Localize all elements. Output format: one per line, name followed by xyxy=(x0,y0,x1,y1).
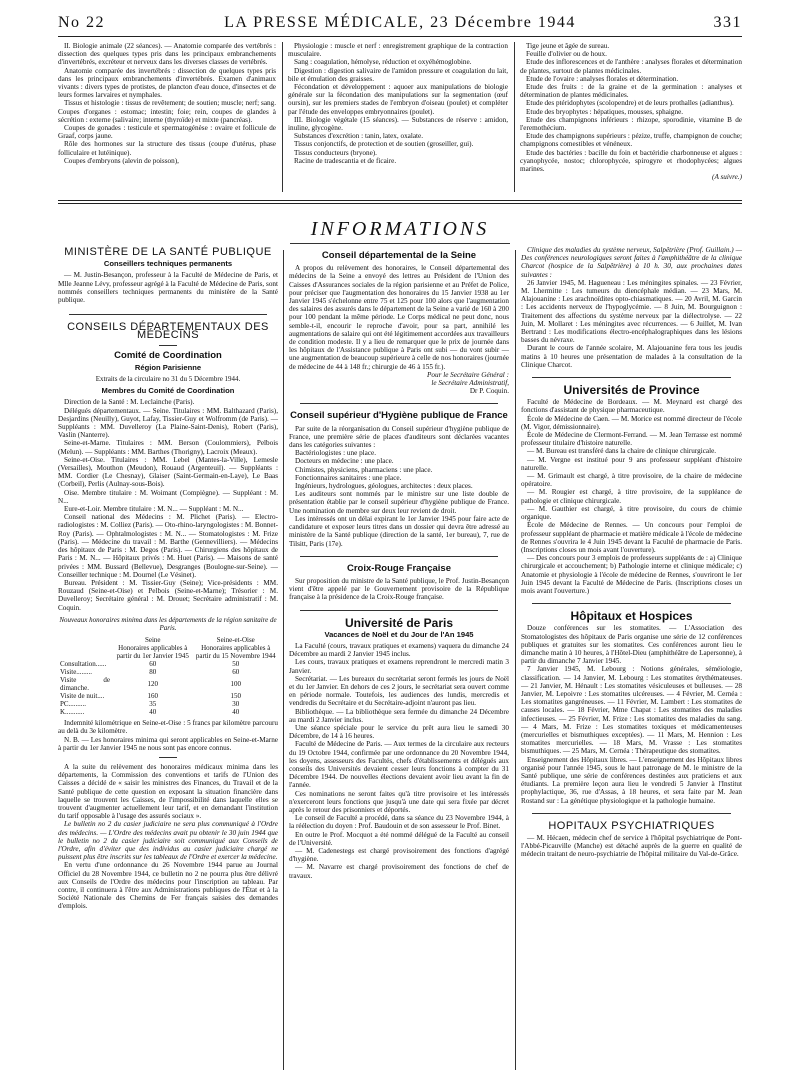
paragraph: — M. Hécaen, médecin chef de service à l'hôpital psychiatrique de Pont-l'Abbé-Picauville (Manche) est détaché auprès de la guerre en qualité de médecin traitant de neuro-psychiatrie de l'hôpital militaire du Val-de-Grâce. xyxy=(521,834,742,859)
paragraph: Racine de tradescantia et de ficaire. xyxy=(294,156,397,165)
paragraph: Chimistes, physiciens, pharmaciens : une place. xyxy=(295,465,433,474)
table-cell: Consultation...... xyxy=(60,660,107,669)
continuation-note: (A suivre.) xyxy=(712,173,742,182)
paragraph: En vertu d'une ordonnance du 26 Novembre 1944 parue au Journal Officiel du 28 Novembre 1944, ce bulletin no 2 ne pourra plus être délivré aux Conseils de l'Ordre des médecins pour l'inscription au tableau. Par contre, il continuera à l'être aux Administrations publiques de l'État et à la Société Nationale des Chemins de Fer français saisies des demandes d'emplois. xyxy=(58,861,278,911)
signature-line: Pour le Secrétaire Général : xyxy=(427,370,509,379)
paragraph: Tige jeune et âgée de sureau. xyxy=(526,42,610,50)
table-cell: 60 xyxy=(149,660,157,669)
paragraph: Le bulletin no 2 du casier judiciaire ne sera plus communiqué à l'Ordre des médecins. — L'Ordre des médecins avait pu obtenir le 30 juin 1944 que le bulletin no 2 du casier judiciaire soit communiqué aux Conseils de l'Ordre, afin d'éviter que des individus au casier judiciaire chargé ne puissent plus être inscrits sur les tableaux de l'Ordre et exercer la médecine. xyxy=(58,820,278,862)
paragraph: Délégués départementaux. — Seine. Titulaires : MM. Balthazard (Paris), Desjardins (Neuilly), Guyot, Lafay, Tissier-Guy et Wolfromm (de Paris). — Suppléants : MM. Duvelleroy (La Plaine-Saint-Denis), Robert (Paris), Vaslin (Nanterre). xyxy=(58,406,278,440)
section-title-csh: Conseil supérieur d'Hygiène publique de France xyxy=(290,410,508,422)
paragraph: Les cours, travaux pratiques et examens reprendront le mercredi matin 3 Janvier. xyxy=(289,658,509,675)
table-cell: 100 xyxy=(230,680,241,689)
section-rule xyxy=(58,200,742,201)
divider xyxy=(532,377,731,378)
left-column xyxy=(58,242,278,1072)
paragraph: Durant le cours de l'année scolaire, M. Alajouanine fera tous les jeudis matins à 10 heures une présentation de malades à la consultation de la Clinique Charcot. xyxy=(521,344,742,369)
issue-number: No 22 xyxy=(58,14,106,31)
paragraph: Les auditeurs sont nommés par le ministre sur une liste double de présentation établie par le conseil supérieur d'hygiène publique de France. Une nomination de membre sur deux leur revient de droit. xyxy=(289,490,509,515)
paragraph: Secrétariat. — Les bureaux du secrétariat seront fermés les jours de Noël et du 1er Janvier. En dehors de ces 2 jours, le secrétariat sera ouvert comme en période normale. Toutefois, les audiences des lundis, mercredis et vendredis du Secrétaire et du Secrétaire-adjoint n'auront pas lieu. xyxy=(289,674,509,708)
paragraph: Ces nominations ne seront faites qu'à titre provisoire et les intéressés n'exerceront leurs fonctions que jusqu'à une date qui sera fixée par décret après le retour des prisonniers et déportés. xyxy=(289,789,509,814)
paragraph: La Faculté (cours, travaux pratiques et examens) vaquera du dimanche 24 Décembre au mardi 2 Janvier 1945 inclus. xyxy=(289,641,509,659)
table-cell: 150 xyxy=(230,692,241,701)
informations-heading: INFORMATIONS xyxy=(310,218,490,240)
paragraph: Une séance spéciale pour le service du prêt aura lieu le samedi 30 Décembre, de 14 à 16 heures. xyxy=(289,723,509,741)
section-title-croix-rouge: Croix-Rouge Française xyxy=(347,562,451,574)
table-row xyxy=(58,700,278,708)
paragraph: Les intéressés ont un délai expirant le 1er Janvier 1945 pour faire acte de candidature et exposer leurs titres dans un dossier qui devra être adressé au ministère de la Santé publique (direction de la santé, 1er bureau), 7, rue de Tilsitt, Paris (17e). xyxy=(289,514,509,548)
section-title-conseils: CONSEILS DÉPARTEMENTAUX DES MÉDECINS xyxy=(67,321,269,342)
header-rule xyxy=(58,36,742,37)
table-header-note: Honoraires applicables à partir du 1er Janvier 1945 xyxy=(116,644,189,661)
table-cell: 40 xyxy=(232,708,240,717)
paragraph: Tissus conducteurs (bryone). xyxy=(294,148,377,157)
table-cell: 30 xyxy=(232,700,240,709)
extraits-line: Extraits de la circulaire no 31 du 5 Décembre 1944. xyxy=(95,375,241,384)
table-cell: 35 xyxy=(149,700,157,709)
paragraph: Docteurs en médecine : une place. xyxy=(295,457,394,466)
paragraph: École de Médecine de Clermont-Ferrand. — M. Jean Terrasse est nommé professeur titulaire d'histoire naturelle. xyxy=(521,431,742,448)
paragraph: II. Biologie animale (22 séances). — Anatomie comparée des vertébrés : dissection des quelques types pris dans les principaux embranchements d'invertébrés, excréteur et nerveux dans les diverses classes de vertébrés. xyxy=(58,42,276,67)
paragraph: Clinique des maladies du système nerveux, Salpêtrière (Prof. Guillain.) — Des conférences neurologiques seront faites à l'amphithéâtre de la clinique Charcot (hospice de la Salpêtrière) à 10 h. 30, aux prochaines dates suivantes : xyxy=(521,246,742,279)
page-header xyxy=(58,14,742,36)
comite-title: Comité de Coordination xyxy=(114,349,222,361)
table-cell: 160 xyxy=(147,692,158,701)
paragraph: Direction de la Santé : M. Leclainche (Paris). xyxy=(64,398,195,407)
paragraph: Feuille d'olivier ou de houx. xyxy=(526,50,607,59)
paragraph: A propos du relèvement des honoraires, le Conseil départemental des médecins de la Seine a envoyé des lettres au Président de l'Union des Caisses d'Assurances sociales de la région parisienne et au Préfet de Police, pour préciser que l'augmentation des honoraires du 15 Janvier 1938 au 1er Janvier 1945 s'échelonne entre 75 et 125 pour 100 alors que l'augmentation des salaires des assurés dans le département de la Seine a varié de 160 à 200 pour 100 pendant la même période. Le Corps médical ne peut donc, nous semble-t-il, encourir le reproche d'avoir, pour sa part, annihilé les augmentations de salaire qui ont été légitimement accordées aux travailleurs de condition modeste. Il y a lieu de remarquer que le prix de journée dans les hôpitaux de l'Assistance publique à Paris ont subi — du vont subir — une augmentation de beaucoup supérieure à celle de nos honoraires (journée de médecine de 44 à 148 fr.; chirurgie de 46 à 155 fr.). xyxy=(289,264,509,371)
paragraph: A la suite du relèvement des honoraires médicaux minima dans les départements, la Commission des conventions et tarifs de l'Union des Caisses a décidé de « saisir les ministres des Finances, du Travail et de la Santé publique de cette question en exposant la situation financière dans laquelle se trouvent les Caisses, de l'impossibilité dans laquelle elles se trouvent d'augmenter actuellement leur tarif, et en demandant l'institution du tarif opposable à l'usage des assurés sociaux ». xyxy=(58,762,278,821)
membres-title: Membres du Comité de Coordination xyxy=(101,386,235,396)
section-title-universites-province: Universités de Province xyxy=(563,383,700,398)
column-divider xyxy=(283,250,284,1070)
paragraph: — M. Vergne est institué pour 9 ans professeur suppléant d'histoire naturelle. xyxy=(521,455,742,472)
signature-name: Dr P. Coquin. xyxy=(469,387,509,396)
section-title-ministere: MINISTÈRE DE LA SANTÉ PUBLIQUE xyxy=(64,246,272,258)
paragraph: Bibliothèque. — La bibliothèque sera fermée du dimanche 24 Décembre au mardi 2 Janvier inclus. xyxy=(289,707,509,724)
table-cell: K........... xyxy=(60,708,85,717)
table-cell: 40 xyxy=(149,708,157,717)
divider xyxy=(532,813,731,814)
paragraph: — M. Bureau est transféré dans la chaire de clinique chirurgicale. xyxy=(527,447,717,456)
column-divider xyxy=(282,42,283,192)
paragraph: Tissus et histologie : tissus de revêtement; de soutien; muscle; nerf; sang. Coupes d'organes : estomac; intestin; foie; rein, coupes de glandes à sécrétion : externe (salivaire; interne (thyroïde) et mixte (pancréas). xyxy=(58,99,276,124)
paragraph: Enseignement des Hôpitaux libres. — L'enseignement des Hôpitaux libres organisé pour l'année 1945, sous le haut patronage de M. le ministre de la Santé publique, une série de conférences destinées aux praticiens et aux étudiants. La première leçon aura lieu le vendredi 5 Janvier à l'Institut prophylactique, 36, rue d'Assas, à 18 heures, et sera faite par M. Jean Rostand sur : La génétique physiologique et la pathologie humaine. xyxy=(521,755,742,805)
table-row xyxy=(58,660,278,668)
paragraph: — M. Rougier est chargé, à titre provisoire, de la suppléance de pathologie et clinique chirurgicale. xyxy=(521,488,742,505)
paragraph: École de Médecine de Rennes. — Un concours pour l'emploi de professeur suppléant de pharmacie et matière médicale à l'école de médecine de Rennes s'ouvrira le 4 Juin 1945 devant la Faculté de pharmacie de Paris. (Inscriptions closes un mois avant l'ouverture). xyxy=(521,521,742,554)
fees-table xyxy=(58,636,278,716)
paragraph: — Des concours pour 3 emplois de professeurs suppléants de : a) Clinique chirurgicale et accouchement; b) Pathologie interne et clinique médicale; c) Anatomie et physiologie à l'école de médecine de Rennes, s'ouvriront le 1er Juin 1945 devant la Faculté de Médecine de Paris. (Inscriptions closes un mois avant l'ouverture.) xyxy=(521,554,742,595)
paragraph: — M. Gauthier est chargé, à titre provisoire, du cours de chimie organique. xyxy=(521,504,742,522)
table-header-row xyxy=(58,636,278,644)
table-cell: 80 xyxy=(149,668,157,677)
paragraph: Etude des fruits : de la graine et de la germination : analyses et détermination de plantes médicinales. xyxy=(520,83,742,100)
paragraph: Tissus conjonctifs, de protection et de soutien (groseiller, gui). xyxy=(294,140,474,149)
paragraph: Digestion : digestion salivaire de l'amidon pressure et coagulation du lait, bile et émulation des graisses. xyxy=(288,66,508,83)
paragraph: Bureau. Président : M. Tissier-Guy (Seine); Vice-présidents : MM. Rouzaud (Seine-et-Oise) et Pelbois (Seine-et-Marne); Trésorier : M. Duvelleroy; Secrétaire général : M. Drouet; Secrétaire administratif : M. Coquin. xyxy=(58,578,278,612)
subsection-title-conseillers: Conseillers techniques permanents xyxy=(103,259,233,269)
paragraph: Conseil national des Médecins : M. Plichet (Paris). — Electro-radiologistes : M. Colliez (Paris). — Oto-rhino-laryngologistes : M. Bonnet-Roy (Paris). — Ophtalmologistes : M. N... — Stomatologistes : M. Frize (Paris). — Médecine du travail : M. Barthe (Gennevilliers). — Médecins des hôpitaux de Paris : M. Degos (Paris). — Chirurgiens des hôpitaux de Paris : M. N... — Hôpitaux privés : M. Huet (Paris). — Maisons de santé privées : MM. Bussard (Bellevue), Desgranges (Boulogne-sur-Seine). — Conseiller technique : M. Dournel (Le Vésinet). xyxy=(58,513,278,579)
column-divider xyxy=(515,250,516,1070)
column-divider xyxy=(514,42,515,192)
paragraph: Sang : coagulation, hémolyse, réduction et oxyéhémoglobine. xyxy=(294,58,472,67)
table-header: Seine xyxy=(144,636,161,645)
paragraph: Physiologie : muscle et nerf : enregistrement graphique de la contraction musculaire. xyxy=(288,42,508,59)
paragraph: N. B. — Les honoraires minima qui seront applicables en Seine-et-Marne à partir du 1er Janvier 1945 ne nous sont pas encore connus. xyxy=(58,735,278,752)
table-header-row xyxy=(58,644,278,660)
top-column-2 xyxy=(288,42,508,190)
table-cell: Visite......... xyxy=(60,668,93,677)
paragraph: III. Biologie végétale (15 séances). — Substances de réserve : amidon, inuline, glycogène. xyxy=(288,115,508,133)
table-header-note: Honoraires applicables à partir du 15 Novembre 1944 xyxy=(195,644,276,661)
table-row xyxy=(58,692,278,700)
table-header: Seine-et-Oise xyxy=(216,636,255,645)
paragraph: Etude des champignons inférieurs : rhizope, sporodinie, vitamine B de l'eremothécium. xyxy=(520,115,742,133)
paragraph: École de Médecine de Caen. — M. Morice est nommé directeur de l'école (M. Vigor, démissionnaire). xyxy=(521,414,742,431)
paragraph: Coupes de gonades : testicule et spermatogénèse : ovaire et follicule de Graaf, corps jaune. xyxy=(58,124,276,141)
section-title-psychiatriques: HOPITAUX PSYCHIATRIQUES xyxy=(548,819,715,832)
table-cell: Visite de nuit.... xyxy=(60,692,105,701)
paragraph: Fécondation et développement : aquoer aux manipulations de biologie générale sur la fécondation des manipulations sur la segmentation (œuf oursin), sur les premiers stades de l'embryon d'oiseau (poulet) et compléter par l'étude des enveloppes embryonnaires (poulet). xyxy=(288,83,508,116)
paragraph: Faculté de Médecine de Paris. — Aux termes de la circulaire aux recteurs du 19 Octobre 1944, confirmée par une ordonnance du 20 Novembre 1944, les doyens, assesseurs des Facultés, chefs d'établissements et délégués aux conseils des Universités devaient cesser leurs fonctions à compter du 31 Décembre 1944. De nouvelles élections devaient avoir lieu avant la fin de l'année. xyxy=(289,740,509,790)
paragraph: Etude des bactéries : bacille du foin et bactéridie charbonneuse et algues : cyanophycée, nostoc; chlorophycée, spirogyre et rhodophycées; algues marines. xyxy=(520,148,742,174)
paragraph: Anatomie comparée des invertébrés : dissection de quelques types pris dans les principaux embranchements d'invertébrés. Examen d'animaux vivants : divers types de protistes, de plancton d'eau douce, d'insectes et de leurs formes larvaires et nymphales. xyxy=(58,66,276,100)
table-cell: 60 xyxy=(232,668,240,677)
paragraph: — M. Cadenestegs est chargé provisoirement des fonctions d'agrégé d'hygiène. xyxy=(289,847,509,864)
divider xyxy=(300,403,498,404)
paragraph: Faculté de Médecine de Bordeaux. — M. Meynard est chargé des fonctions d'assistant de physique pharmaceutique. xyxy=(521,398,742,415)
paragraph: Oise. Membre titulaire : M. Woimant (Compiègne). — Suppléant : M. N... xyxy=(58,488,278,505)
table-cell: 120 xyxy=(147,680,158,689)
middle-column xyxy=(289,246,509,1072)
paragraph: Coupes d'embryons (alevin de poisson), xyxy=(64,156,179,165)
divider xyxy=(300,556,498,557)
paragraph: Fonctionnaires sanitaires : une place. xyxy=(295,473,402,482)
top-column-3 xyxy=(520,42,742,194)
heading-underline xyxy=(290,243,510,244)
paragraph: Le conseil de Faculté a procédé, dans sa séance du 23 Novembre 1944, à la réélection du doyen : Prof. Baudouin et de son assesseur le Prof. Binet. xyxy=(289,814,509,831)
paragraph: Etude de l'ovaire : analyses florales et détermination. xyxy=(526,74,679,83)
divider xyxy=(532,603,731,604)
divider xyxy=(300,610,498,611)
divider xyxy=(159,345,177,346)
paragraph: Par suite de la réorganisation du Conseil supérieur d'hygiène publique de France, une première série de places d'auditeurs sont déclarées vacantes dans les catégories suivantes : xyxy=(289,424,509,450)
vacances-title: Vacances de Noël et du Jour de l'An 1945 xyxy=(324,629,474,639)
divider xyxy=(69,314,267,315)
right-column xyxy=(521,246,742,1072)
section-title-hopitaux: Hôpitaux et Hospices xyxy=(570,609,693,624)
page-number: 331 xyxy=(713,14,742,31)
paragraph: Seine-et-Oise. Titulaires : MM. Lebel (Mantes-la-Ville), Lemesle (Versailles), Mouthon (Meudon), Rouaud (Argenteuil). — Suppléants : MM. Cordier (Le Chesnay), Glaiser (Saint-Germain-en-Laye), Le Baas (Corbeil), Perlis (Aulnay-sous-Bois). xyxy=(58,455,278,489)
section-title-cds: Conseil départemental de la Seine xyxy=(321,250,477,261)
table-row xyxy=(58,676,278,692)
journal-title: LA PRESSE MÉDICALE, 23 Décembre 1944 xyxy=(224,14,576,31)
table-row xyxy=(58,668,278,676)
paragraph: Etude des inflorescences et de l'anthère : analyses florales et détermination de plantes, surtout de plantes médicinales. xyxy=(520,58,742,75)
honoraires-title: Nouveaux honoraires minima dans les départements de la région sanitaire de Paris. xyxy=(59,615,277,632)
divider xyxy=(159,757,177,758)
paragraph: — M. Grimault est chargé, à titre provisoire, de la chaire de médecine opératoire. xyxy=(521,472,742,489)
top-column-1 xyxy=(58,42,276,190)
paragraph: Eure-et-Loir. Membre titulaire : M. N... — Suppléant : M. N... xyxy=(64,505,244,514)
table-row xyxy=(58,708,278,716)
signature-line: le Secrétaire Administratif, xyxy=(431,379,509,388)
section-title-universite-paris: Université de Paris xyxy=(344,615,454,630)
paragraph: En outre le Prof. Mocquot a été nommé délégué de la Faculté au conseil de l'Université. xyxy=(289,830,509,847)
paragraph: Etude des bryophytes : hépatiques, mousses, sphaigne. xyxy=(526,107,684,116)
region-title: Région Parisienne xyxy=(134,362,202,372)
paragraph: — M. Justin-Besançon, professeur à la Faculté de Médecine de Paris, et Mlle Jeanne Lévy, professeur agrégé à la Faculté de Médecine de Paris, sont nommés conseillers techniques permanents du ministère de la Santé publique. xyxy=(58,271,278,305)
paragraph: Ingénieurs, hydrologues, géologues, architectes : deux places. xyxy=(295,482,473,491)
paragraph: 7 Janvier 1945, M. Lebourg : Notions générales, séméiologie, classification. — 14 Janvier, M. Lebourg : Les stomatites érythémateuses. — 21 Janvier, M. Hénault : Les stomatites vésiculeuses et bulleuses. — 28 Janvier, M. Lepoivre : Les stomatites ulcéreuses. — 4 Février, M. Cernéa : Les stomatites gangréneuses. — 11 Février, M. Lambert : Les stomatites de causes locales. — 18 Février, Mme Chapat : Les stomatites des maladies infectieuses. — 25 Février, M. Frize : Les stomatites des maladies du sang. — 4 Mars, M. Frize : Les stomatites toxiques et médicamenteuses (mercurielles et bismuthiques exceptées). — 11 Mars, M. Hennion : Les stomatites mercurielles. — 18 Mars, M. Vrasse : Les stomatites bismuthiques. — 25 Mars, M. Cernéa : Thérapeutique des stomatites. xyxy=(521,665,742,756)
table-cell: 50 xyxy=(232,660,240,669)
section-rule xyxy=(58,203,742,204)
paragraph: Douze conférences sur les stomatites. — L'Association des Stomatologistes des hôpitaux de Paris organise une série de 12 conférences publiques et gratuites sur les stomatites. Ces conférences auront lieu le dimanche matin à 10 heures, à l'Hôtel-Dieu (amphithéâtre de Lapersonne), à partir du dimanche 7 Janvier 1945. xyxy=(521,624,742,666)
paragraph: Seine-et-Marne. Titulaires : MM. Berson (Coulommiers), Pelbois (Melun). — Suppléants : MM. Barthes (Thorigny), Lacroix (Meaux). xyxy=(58,439,278,456)
paragraph: Etude des champignons supérieurs : pézize, truffe, champignon de couche; champignons comestibles et vénéneux. xyxy=(520,132,742,149)
table-cell: PC.......... xyxy=(60,700,87,709)
paragraph: Indemnité kilométrique en Seine-et-Oise : 5 francs par kilomètre parcouru au delà du 3e kilomètre. xyxy=(58,719,278,736)
table-cell: Visite de dimanche. xyxy=(60,676,111,693)
paragraph: Substances d'excrétion : tanin, latex, oxalate. xyxy=(294,132,424,141)
paragraph: — M. Navarre est chargé provisoirement des fonctions de chef de travaux. xyxy=(289,863,509,880)
paragraph: 26 Janvier 1945, M. Hagueneau : Les méningites spinales. — 23 Février, M. Lhermitte : Les tumeurs du diencéphale médian. — 23 Mars, M. Alajouanine : Les arachnoïdites opto-chiasmatiques. — 20 Avril, M. Garcin : Les accidents nerveux de l'hypoglycémie. — 8 Juin, M. Bourguignon : Traitement des affections du système nerveux par la diélectrolyse. — 22 Juin, M. Mollaret : Les méningites avec récurrences. — 6 Juillet, M. Ivan Bertrand : Les modifications électro-encéphalographiques dans les lésions basses du névraxe. xyxy=(521,278,742,345)
paragraph: Rôle des hormones sur la structure des tissus (coupe d'utérus, phase folliculaire et lutéinique). xyxy=(58,140,276,157)
paragraph: Sur proposition du ministre de la Santé publique, le Prof. Justin-Besançon vient d'être appelé par le Gouvernement provisoire de la République française à la présidence de la Croix-Rouge française. xyxy=(289,576,509,602)
paragraph: Etude des ptéridophytes (scolopendre) et de leurs prothalles (adianthus). xyxy=(526,99,734,108)
paragraph: Bactériologistes : une place. xyxy=(295,449,377,458)
